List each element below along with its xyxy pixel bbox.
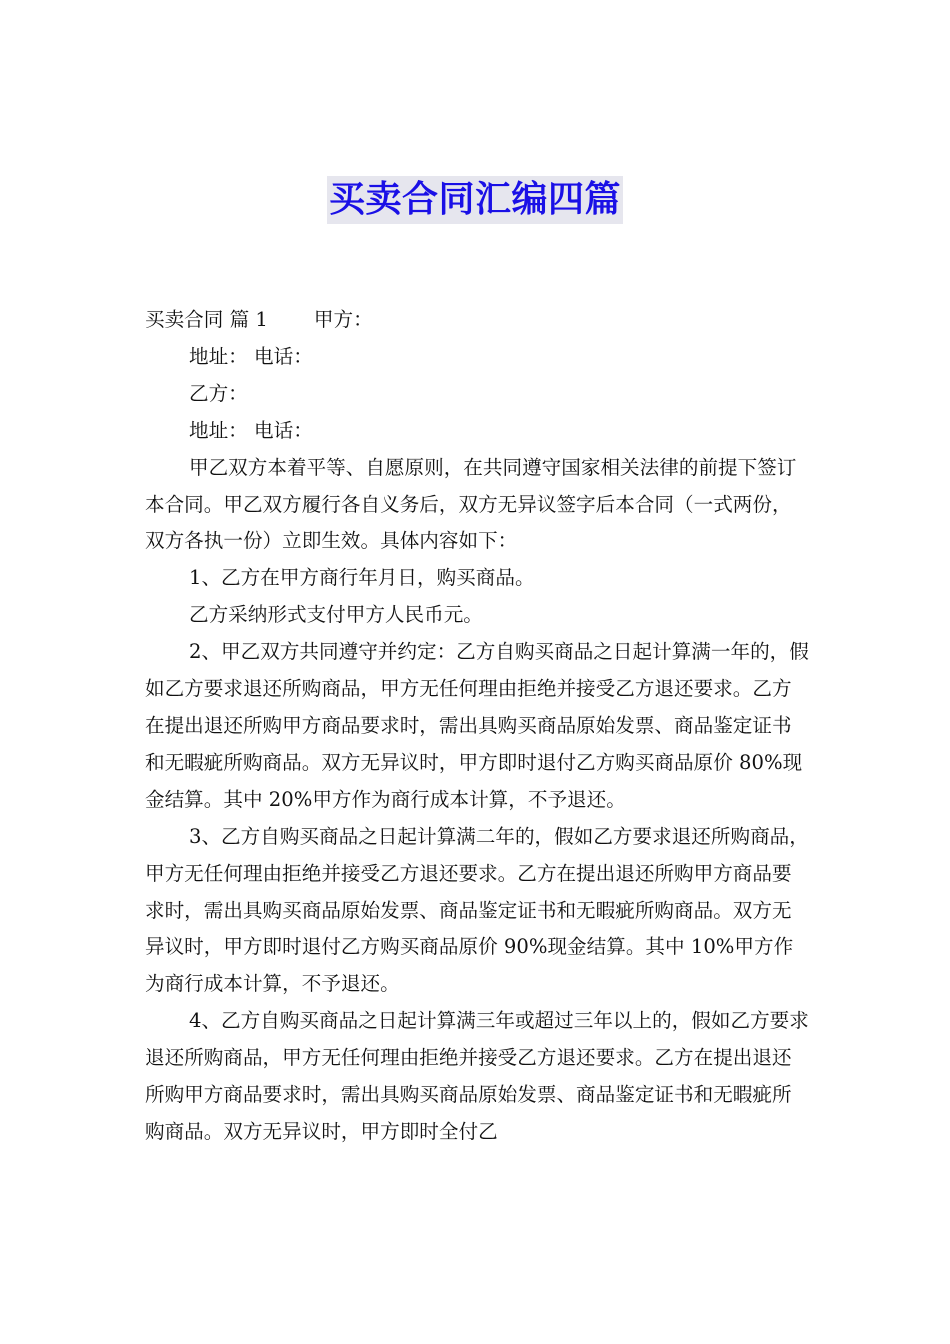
paragraph-party-a-address: 地址： 电话： bbox=[189, 344, 313, 368]
document-title-wrap bbox=[0, 176, 950, 224]
section-header-line bbox=[145, 302, 810, 339]
paragraph-clause-1: 1、乙方在甲方商行年月日，购买商品。 bbox=[189, 566, 535, 590]
paragraph-clause-2: 2、甲乙双方共同遵守并约定：乙方自购买商品之日起计算满一年的，假如乙方要求退还所购商品，甲方无任何理由拒绝并接受乙方退还要求。乙方在提出退还所购甲方商品要求时，需出具购买商品原始发票、商品鉴定证书和无暇疵所购商品。双方无异议时，甲方即时退付乙方购买商品原价 80%现金结算。其中 20%甲方作为商行成本计算，不予退还。 bbox=[145, 640, 809, 811]
paragraph-party-b-address: 地址： 电话： bbox=[189, 418, 313, 442]
paragraph-party-b: 乙方： bbox=[189, 381, 248, 405]
paragraph-preamble: 甲乙双方本着平等、自愿原则，在共同遵守国家相关法律的前提下签订本合同。甲乙双方履行各自义务后，双方无异议签字后本合同（一式两份，双方各执一份）立即生效。具体内容如下： bbox=[145, 455, 797, 553]
party-a-label: 甲方： bbox=[313, 308, 373, 331]
paragraph-payment: 乙方采纳形式支付甲方人民币元。 bbox=[189, 603, 483, 627]
paragraph-clause-3: 3、乙方自购买商品之日起计算满二年的，假如乙方要求退还所购商品，甲方无任何理由拒绝并接受乙方退还要求。乙方在提出退还所购甲方商品要求时，需出具购买商品原始发票、商品鉴定证书和无暇疵所购商品。双方无异议时，甲方即时退付乙方购买商品原价 90%现金结算。其中 10%甲方作为商行成本计算，不予退还。 bbox=[145, 824, 809, 996]
document-body bbox=[145, 302, 810, 1151]
paragraph-clause-4: 4、乙方自购买商品之日起计算满三年或超过三年以上的，假如乙方要求退还所购商品，甲方无任何理由拒绝并接受乙方退还要求。乙方在提出退还所购甲方商品要求时，需出具购买商品原始发票、商品鉴定证书和无暇疵所购商品。双方无异议时，甲方即时全付乙 bbox=[145, 1009, 809, 1143]
section-label: 买卖合同 篇 1 bbox=[145, 308, 268, 331]
document-title: 买卖合同汇编四篇 bbox=[327, 176, 623, 224]
